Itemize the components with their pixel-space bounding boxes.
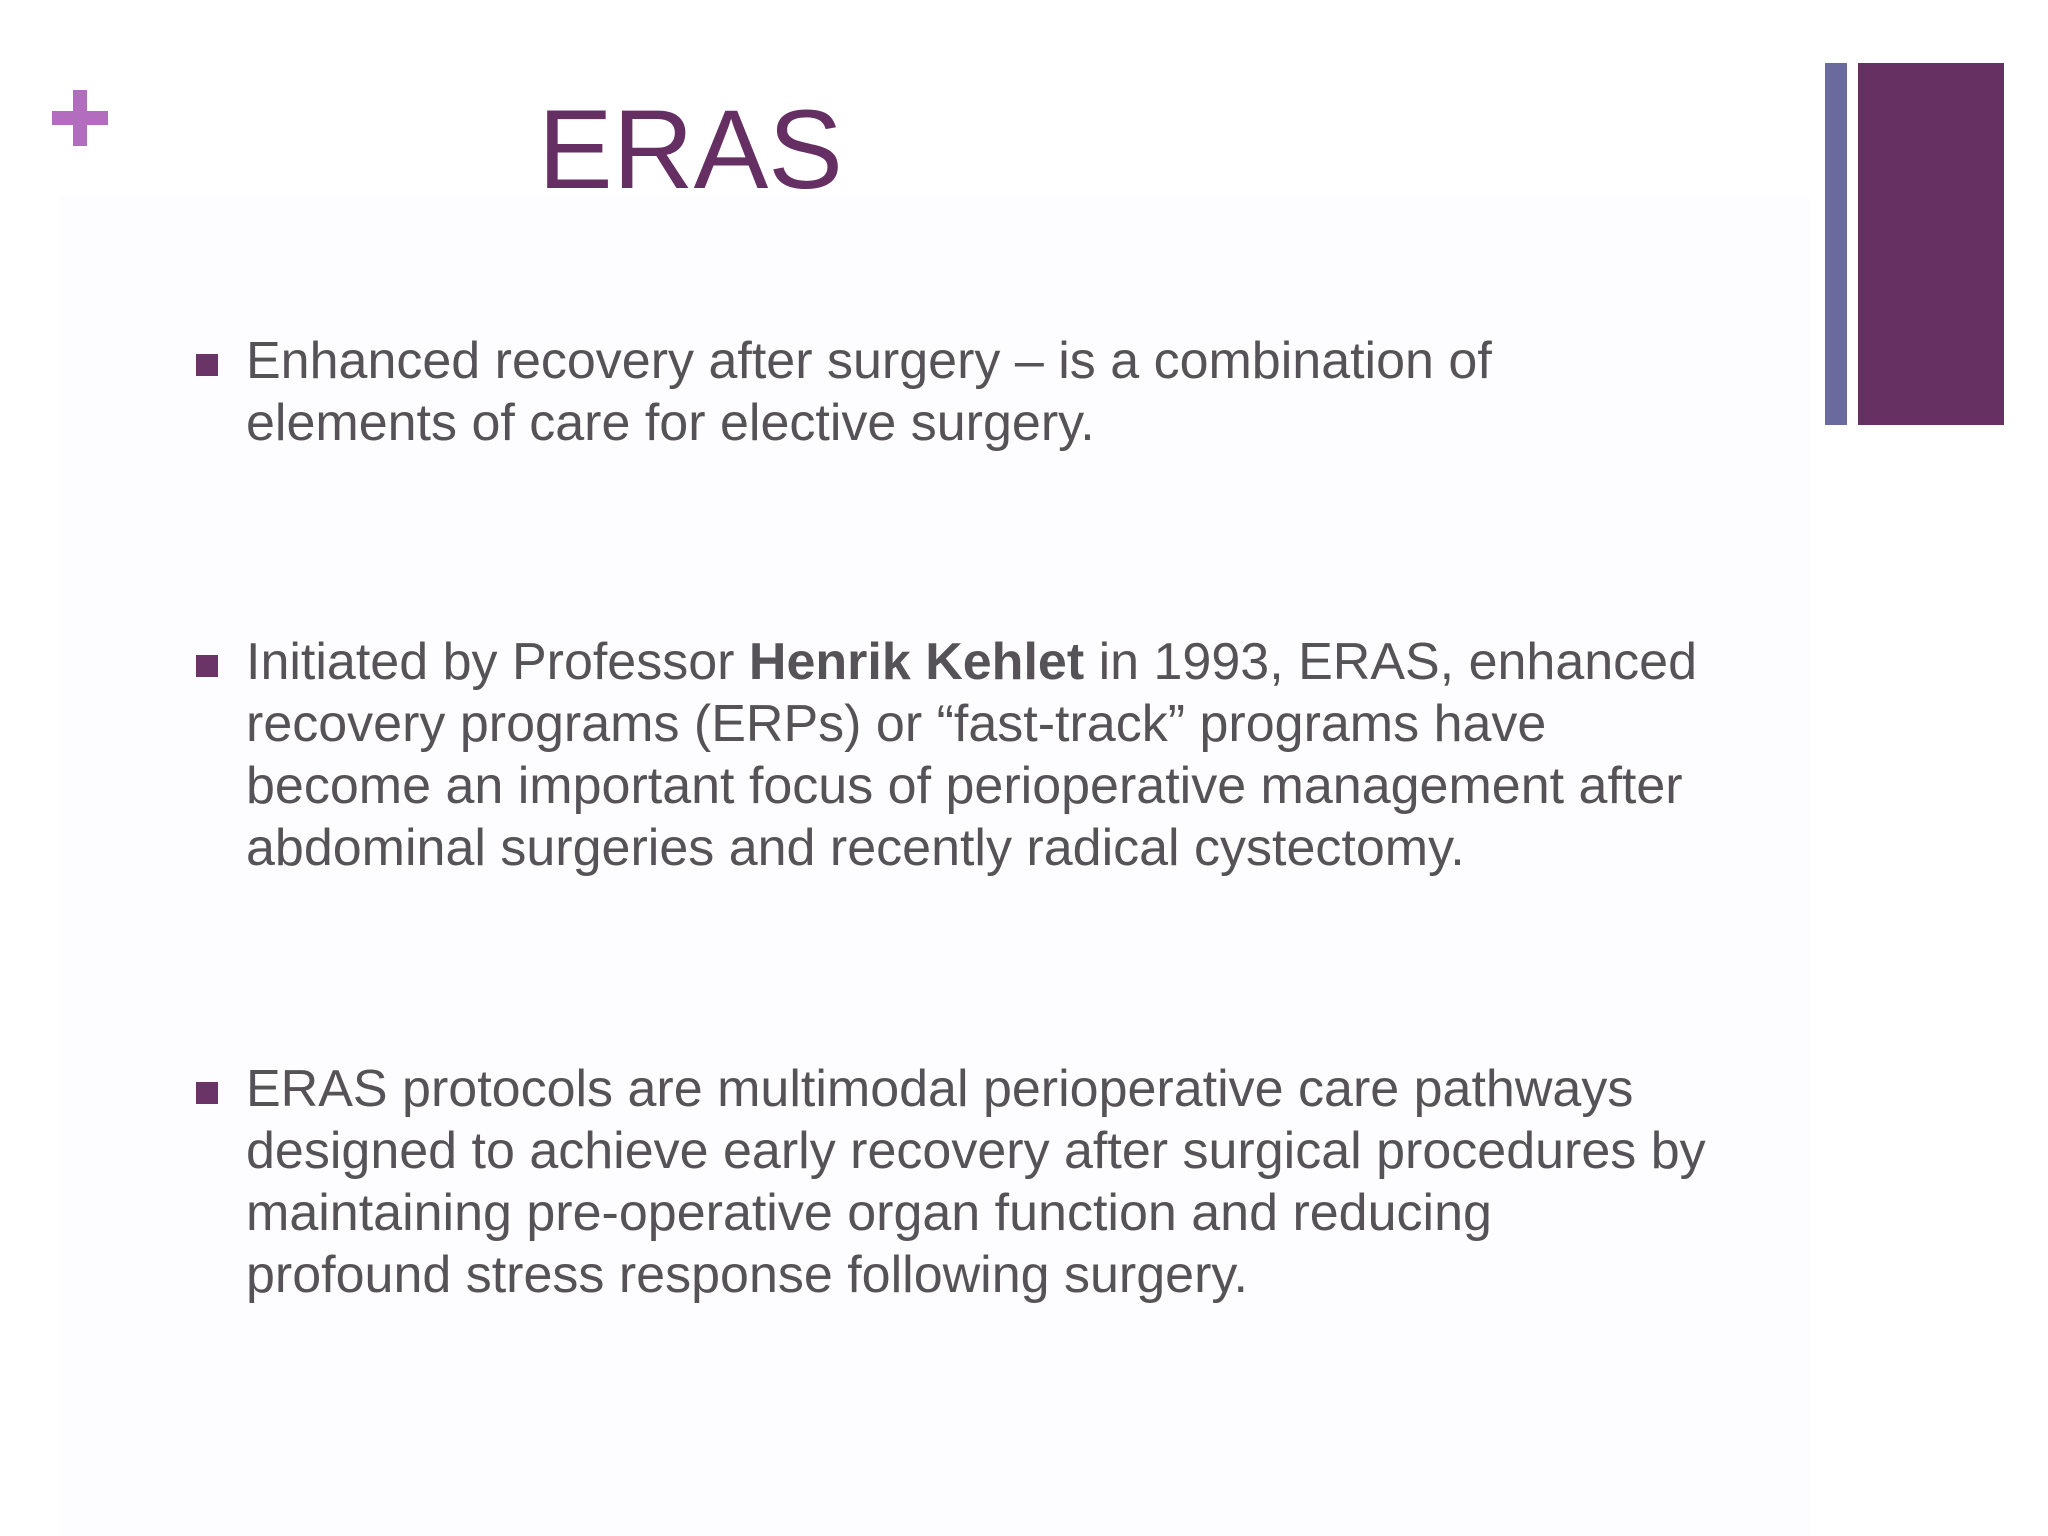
bullet-square-icon — [196, 655, 218, 677]
bullet-text — [246, 631, 1896, 879]
plus-icon — [52, 90, 108, 146]
plus-vertical — [73, 90, 87, 146]
bullet-square-icon — [196, 354, 218, 376]
bullet-line: ERAS protocols are multimodal perioperative care pathways — [246, 1060, 1634, 1118]
bullet-line-post: in 1993, ERAS, enhanced — [1084, 633, 1698, 691]
slide-title: ERAS — [538, 87, 843, 212]
bullet-square-icon — [196, 1082, 218, 1104]
bullet-line: become an important focus of perioperative management after — [246, 757, 1683, 815]
bullet-line: recovery programs (ERPs) or “fast-track” programs have — [246, 695, 1547, 753]
bullet-line: elements of care for elective surgery. — [246, 394, 1095, 452]
bullet-line: profound stress response following surgery. — [246, 1246, 1248, 1304]
bullet-line: abdominal surgeries and recently radical cystectomy. — [246, 819, 1465, 877]
bullet-text — [246, 330, 1896, 454]
bullet-bold-name: Henrik Kehlet — [748, 633, 1085, 691]
bullet-text — [246, 1058, 1896, 1306]
bullet-line: Enhanced recovery after surgery – is a combination of — [246, 332, 1492, 390]
bullet-line: designed to achieve early recovery after surgical procedures by — [246, 1122, 1706, 1180]
bullet-line-pre: Initiated by Professor — [246, 633, 749, 691]
bullet-line: maintaining pre-operative organ function and reducing — [246, 1184, 1492, 1242]
